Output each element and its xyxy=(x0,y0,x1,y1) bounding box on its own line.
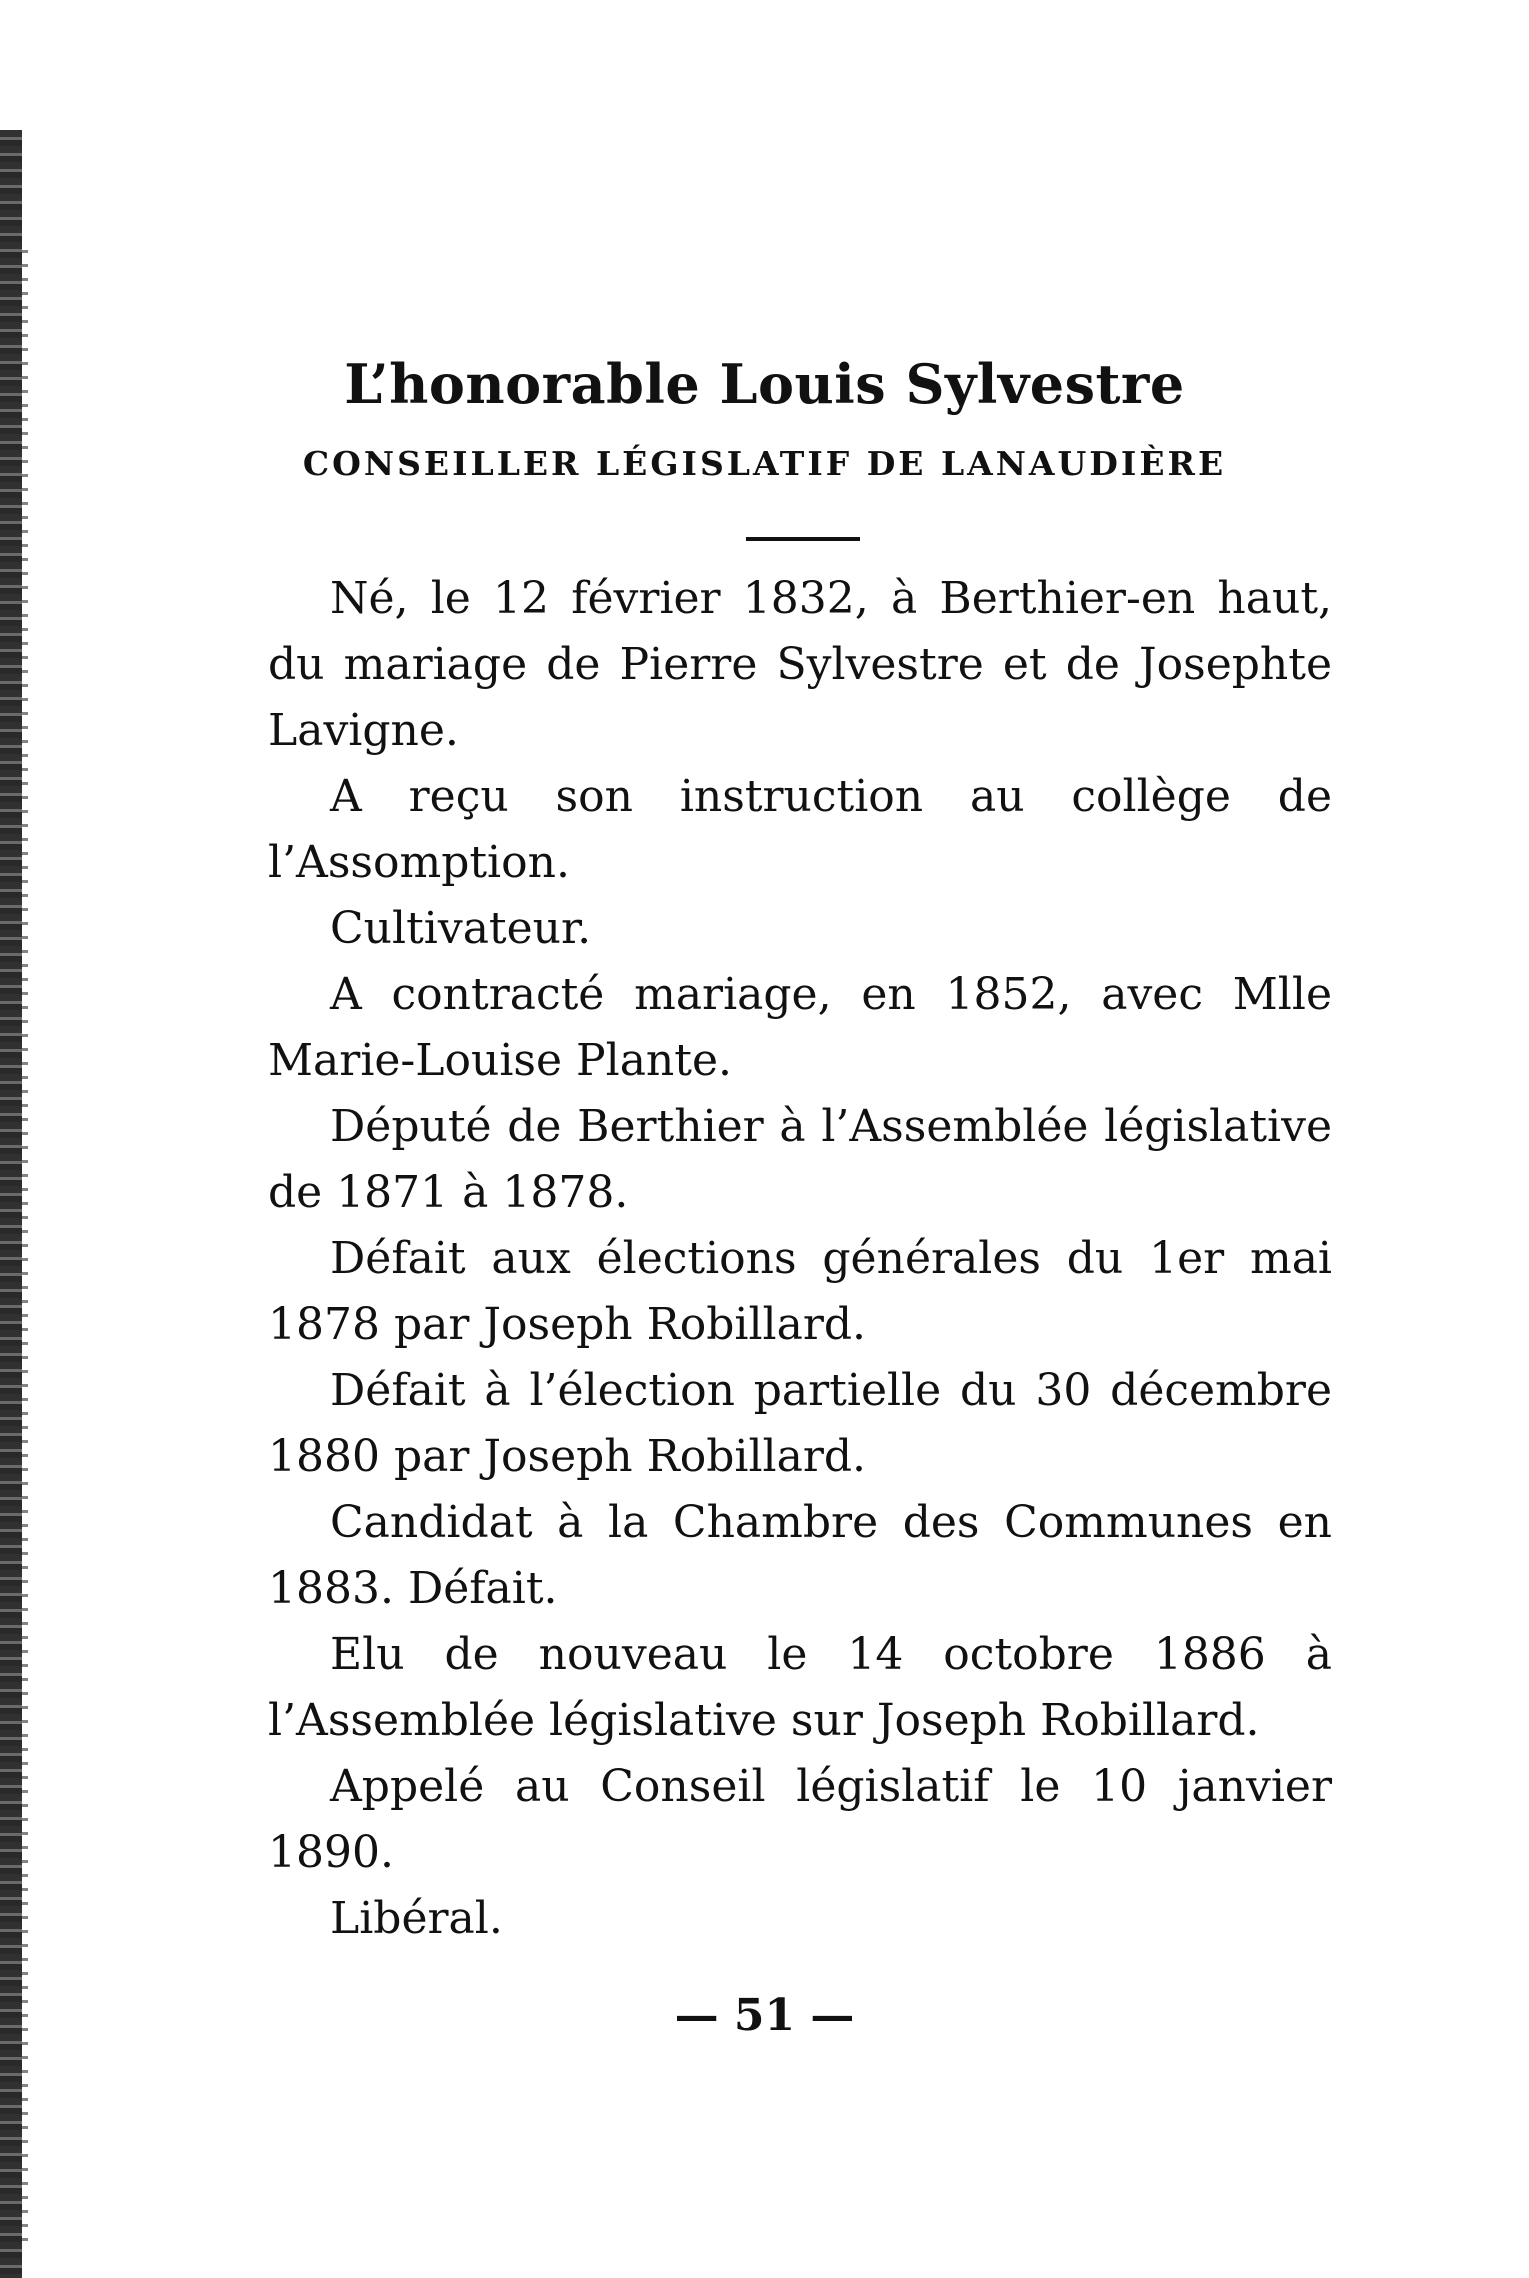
paragraph-education: A reçu son instruction au collège de l’Assomption. xyxy=(268,771,1332,888)
paragraph-party: Libéral. xyxy=(330,1893,503,1944)
binding-edge-shadow xyxy=(22,250,28,2250)
page-title: L’honorable Louis Sylvestre xyxy=(344,352,1185,416)
paragraph-defeat-1880: Défait à l’élection partielle du 30 décembre 1880 par Joseph Robillard. xyxy=(268,1365,1332,1482)
page-subtitle: CONSEILLER LÉGISLATIF DE LANAUDIÈRE xyxy=(302,444,1227,483)
paragraph-defeat-1878: Défait aux élections générales du 1er mai 1878 par Joseph Robillard. xyxy=(268,1233,1332,1350)
paragraph-elected-1886: Elu de nouveau le 14 octobre 1886 à l’Assemblée législative sur Joseph Robillard. xyxy=(268,1629,1332,1746)
biography-text xyxy=(268,566,1332,1952)
paragraph-occupation: Cultivateur. xyxy=(330,903,592,954)
paragraph-birth: Né, le 12 février 1832, à Berthier-en haut, du mariage de Pierre Sylvestre et de Josephte Lavigne. xyxy=(268,573,1332,756)
paragraph-deputy: Député de Berthier à l’Assemblée législative de 1871 à 1878. xyxy=(268,1101,1332,1218)
paragraph-marriage: A contracté mariage, en 1852, avec Mlle Marie-Louise Plante. xyxy=(268,969,1332,1086)
paragraph-council-1890: Appelé au Conseil législatif le 10 janvier 1890. xyxy=(268,1761,1332,1878)
paragraph-candidate-1883: Candidat à la Chambre des Communes en 1883. Défait. xyxy=(268,1497,1332,1614)
page-number: — 51 — xyxy=(674,1990,855,2041)
separator-rule xyxy=(746,537,860,541)
